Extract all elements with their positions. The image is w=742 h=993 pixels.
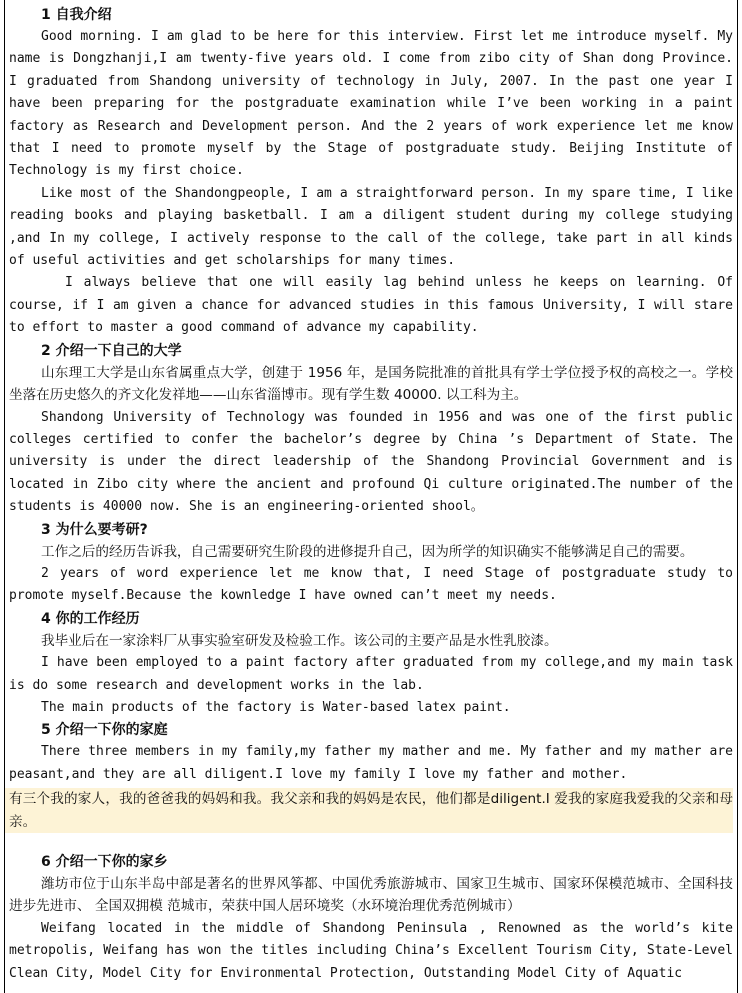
section-heading: 6 介绍一下你的家乡 <box>41 854 168 870</box>
paragraph-zh: 潍坊市位于山东半岛中部是著名的世界风筝都、中国优秀旅游城市、国家卫生城市、国家环保模范城市、全国科技进步先进市、 全国双拥模 范城市，荣获中国人居环境奖（水环境治理优秀范例城市） <box>9 876 733 915</box>
paragraph: Good morning. I am glad to be here for this interview. First let me introduce myself. My name is Dongzhanji,I am twenty-five years old. I come from zibo city of Shan dong Province. I graduated from Shandong university of technology in July, 2007. In the past one year I have been preparing for the postgraduate examination while I’ve been working in a paint factory as Research and Development person. And the 2 years of work experience let me know that I need to promote myself by the Stage of postgraduate study. Beijing Institute of Technology is my first choice. <box>9 29 733 179</box>
section-heading: 5 介绍一下你的家庭 <box>41 722 168 739</box>
document-body <box>9 4 733 985</box>
paragraph: I always believe that one will easily lag behind unless he keeps on learning. Of course, if I am given a chance for advanced studies in this famous University, I will stare to effort to master a good command of advance my capability. <box>9 275 733 336</box>
paragraph: Shandong University of Technology was founded in 1956 and was one of the first public colleges certified to confer the bachelor’s degree by China ’s Department of State. The university is under the direct leadership of the Shandong Provincial Government and is located in Zibo city where the ancient and profound Qi culture originated.The number of the students is 40000 now. She is an engineering-oriented shool。 <box>9 409 733 515</box>
section-heading: 1 自我介绍 <box>41 7 112 23</box>
paragraph: Like most of the Shandongpeople, I am a straightforward person. In my spare time, I like reading books and playing basketball. I am a diligent student during my college studying ,and In my college, I actively response to the call of the college, take part in all kinds of useful activities and get scholarships for many times. <box>9 185 733 269</box>
section-heading: 3 为什么要考研? <box>41 521 148 538</box>
paragraph: There three members in my family,my father my mather and me. My father and my mather are peasant,and they are all diligent.I love my family I love my father and mother. <box>9 744 733 782</box>
paragraph: 2 years of word experience let me know that, I need Stage of postgraduate study to promote myself.Because the kownledge I have owned can’t meet my needs. <box>9 565 733 604</box>
paragraph: Weifang located in the middle of Shandong Peninsula , Renowned as the world’s kite metropolis, Weifang has won the titles including China’s Excellent Tourism City, State-Level Clean City, Model City for Environmental Protection, Outstanding Model City of Aquatic <box>9 920 733 981</box>
section-heading: 4 你的工作经历 <box>41 610 140 627</box>
paragraph-zh: 山东理工大学是山东省属重点大学，创建于 1956 年，是国务院批准的首批具有学士学位授予权的高校之一。学校坐落在历史悠久的齐文化发祥地——山东省淄博市。现有学生数 40000. 以工科为主。 <box>9 364 733 404</box>
paragraph: I have been employed to a paint factory after graduated from my college,and my main task is do some research and development works in the lab. <box>9 655 733 693</box>
highlighted-translation: 有三个我的家人，我的爸爸我的妈妈和我。我父亲和我的妈妈是农民，他们都是diligent.I 爱我的家庭我爱我的父亲和母亲。 <box>5 788 733 833</box>
section-heading: 2 介绍一下自己的大学 <box>41 342 182 359</box>
blank-line <box>9 833 733 851</box>
paragraph-zh: 工作之后的经历告诉我，自己需要研究生阶段的进修提升自己，因为所学的知识确实不能够满足自己的需要。 <box>41 543 694 560</box>
paragraph-zh: 我毕业后在一家涂料厂从事实验室研发及检验工作。该公司的主要产品是水性乳胶漆。 <box>41 632 558 649</box>
paragraph: The main products of the factory is Water-based latex paint. <box>41 699 511 715</box>
